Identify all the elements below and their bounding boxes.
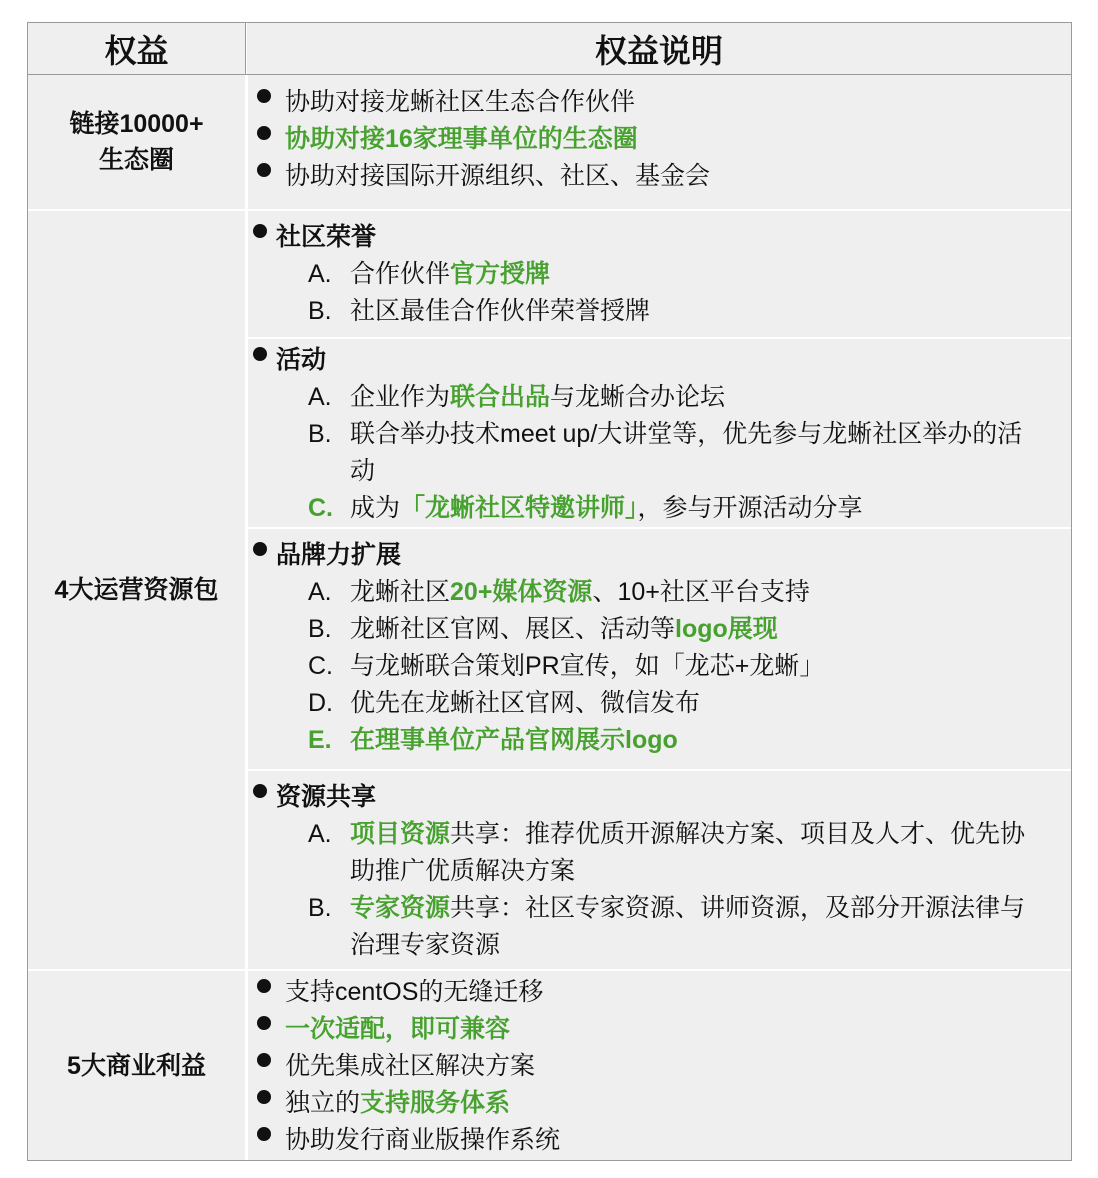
section-heading-text: 社区荣誉 xyxy=(276,223,377,251)
section-activities xyxy=(248,339,1071,527)
sub-item xyxy=(248,293,1071,330)
bullet-dot-icon xyxy=(253,542,267,556)
item-marker: B. xyxy=(308,420,332,448)
bullet-item xyxy=(248,1011,1071,1048)
section-heading xyxy=(248,342,1071,379)
item-text: 协助对接国际开源组织、社区、基金会 xyxy=(285,162,711,190)
bullet-item xyxy=(248,84,1071,121)
item-text: 协助对接龙蜥社区生态合作伙伴 xyxy=(285,88,636,116)
item-text xyxy=(350,453,375,490)
item-marker: A. xyxy=(308,383,332,411)
text-segment: 共享：社区专家资源、讲师资源，及部分开源法律与 xyxy=(450,894,1026,922)
header-description-cell xyxy=(247,23,1071,74)
sub-item xyxy=(248,574,1071,611)
section-heading xyxy=(248,219,1071,256)
item-text: 支持centOS的无缝迁移 xyxy=(285,978,544,1006)
item-text xyxy=(350,890,1025,927)
highlight-text: 协助对接16家理事单位的生态圈 xyxy=(285,125,638,153)
section-heading-text: 活动 xyxy=(276,346,327,374)
section-heading-text: 资源共享 xyxy=(276,783,377,811)
item-text xyxy=(350,648,824,685)
item-marker: A. xyxy=(308,820,332,848)
text-segment: 成为 xyxy=(350,494,401,522)
sub-item xyxy=(248,416,1071,453)
sub-item-continuation xyxy=(248,853,1071,890)
benefit-title-ecosystem xyxy=(28,75,245,209)
highlight-text: logo展现 xyxy=(675,615,778,643)
text-segment: ，参与开源活动分享 xyxy=(637,494,863,522)
item-marker: D. xyxy=(308,689,333,717)
text-segment: 共享：推荐优质开源解决方案、项目及人才、优先协 xyxy=(450,820,1026,848)
item-marker: B. xyxy=(308,894,332,922)
sub-item xyxy=(248,256,1071,293)
bullet-item xyxy=(248,158,1071,195)
item-marker: A. xyxy=(308,578,332,606)
header-benefit-cell xyxy=(28,23,246,74)
text-segment: 动 xyxy=(350,457,376,485)
text-segment: 与龙蜥联合策划PR宣传，如「龙芯+龙蜥」 xyxy=(350,652,825,680)
section-heading xyxy=(248,779,1071,816)
highlight-text: 支持服务体系 xyxy=(360,1089,511,1117)
item-text xyxy=(350,293,650,330)
section-heading-text: 品牌力扩展 xyxy=(276,541,402,569)
benefit-title-line: 5大商业利益 xyxy=(67,1051,206,1080)
text-segment: 企业作为 xyxy=(350,383,451,411)
header-benefit-label: 权益 xyxy=(104,32,169,69)
bullet-dot-icon xyxy=(257,126,271,140)
bullet-item xyxy=(248,1122,1071,1159)
bullet-dot-icon xyxy=(257,1127,271,1141)
bullet-dot-icon xyxy=(257,163,271,177)
item-marker: E. xyxy=(308,726,332,754)
item-text: 优先集成社区解决方案 xyxy=(285,1052,536,1080)
text-segment: 治理专家资源 xyxy=(350,931,501,959)
item-marker: C. xyxy=(308,494,333,522)
bullet-dot-icon xyxy=(253,347,267,361)
sub-item-continuation xyxy=(248,453,1071,490)
benefits-table xyxy=(27,22,1072,1161)
bullet-dot-icon xyxy=(253,784,267,798)
sub-item xyxy=(248,890,1071,927)
item-text xyxy=(350,611,778,648)
sub-item xyxy=(248,816,1071,853)
bullet-dot-icon xyxy=(257,89,271,103)
item-marker: C. xyxy=(308,652,333,680)
benefit-title-line: 生态圈 xyxy=(98,146,174,174)
item-text xyxy=(350,853,575,890)
text-segment: 龙蜥社区 xyxy=(350,578,451,606)
description-cell-ecosystem xyxy=(248,75,1071,209)
item-text: 协助发行商业版操作系统 xyxy=(285,1126,561,1154)
bullet-item xyxy=(248,974,1071,1011)
bullet-dot-icon xyxy=(257,1090,271,1104)
section-resource-sharing xyxy=(248,771,1071,969)
section-heading xyxy=(248,537,1071,574)
item-text xyxy=(350,816,1025,853)
highlight-text: 联合出品 xyxy=(450,383,551,411)
highlight-text: 一次适配，即可兼容 xyxy=(285,1015,511,1043)
item-text xyxy=(350,490,863,527)
text-segment: 独立的 xyxy=(285,1089,361,1117)
description-cell-commercial xyxy=(248,971,1071,1160)
benefit-title-line: 链接10000+ xyxy=(69,110,204,138)
section-community-honor xyxy=(248,211,1071,337)
benefit-title-operations xyxy=(28,211,245,969)
bullet-dot-icon xyxy=(257,979,271,993)
item-text xyxy=(350,256,550,293)
sub-item xyxy=(248,611,1071,648)
bullet-dot-icon xyxy=(257,1053,271,1067)
item-marker: A. xyxy=(308,260,332,288)
item-text xyxy=(350,574,810,611)
benefit-title-commercial xyxy=(28,971,245,1160)
item-marker: B. xyxy=(308,297,332,325)
text-segment: 与龙蜥合办论坛 xyxy=(550,383,726,411)
bullet-item xyxy=(248,121,1071,158)
sub-item xyxy=(248,490,1071,527)
highlight-text: 20+媒体资源 xyxy=(450,578,593,606)
text-segment: 助推广优质解决方案 xyxy=(350,857,576,885)
highlight-text: 「龙蜥社区特邀讲师」 xyxy=(400,494,638,522)
item-text xyxy=(350,722,678,759)
item-marker: B. xyxy=(308,615,332,643)
bullet-dot-icon xyxy=(253,224,267,238)
text-segment: 联合举办技术meet up/大讲堂等，优先参与龙蜥社区举办的活 xyxy=(350,420,1023,448)
text-segment: 社区最佳合作伙伴荣誉授牌 xyxy=(350,297,651,325)
text-segment: 优先在龙蜥社区官网、微信发布 xyxy=(350,689,701,717)
item-text xyxy=(350,927,500,964)
text-segment: 龙蜥社区官网、展区、活动等 xyxy=(350,615,676,643)
text-segment: 合作伙伴 xyxy=(350,260,451,288)
sub-item xyxy=(248,722,1071,759)
bullet-item xyxy=(248,1085,1071,1122)
text-segment: 、10+社区平台支持 xyxy=(592,578,810,606)
bullet-item xyxy=(248,1048,1071,1085)
item-text xyxy=(285,1085,510,1122)
sub-item xyxy=(248,379,1071,416)
highlight-text: 在理事单位产品官网展示logo xyxy=(350,726,678,754)
item-text xyxy=(350,379,725,416)
item-text xyxy=(350,416,1022,453)
item-text xyxy=(350,685,700,722)
highlight-text: 项目资源 xyxy=(350,820,451,848)
highlight-text: 官方授牌 xyxy=(450,260,551,288)
sub-item-continuation xyxy=(248,927,1071,964)
sub-item xyxy=(248,648,1071,685)
benefit-title-line: 4大运营资源包 xyxy=(54,576,219,604)
sub-item xyxy=(248,685,1071,722)
bullet-dot-icon xyxy=(257,1016,271,1030)
highlight-text: 专家资源 xyxy=(350,894,451,922)
header-description-label: 权益说明 xyxy=(594,32,723,69)
section-brand-expansion xyxy=(248,529,1071,769)
